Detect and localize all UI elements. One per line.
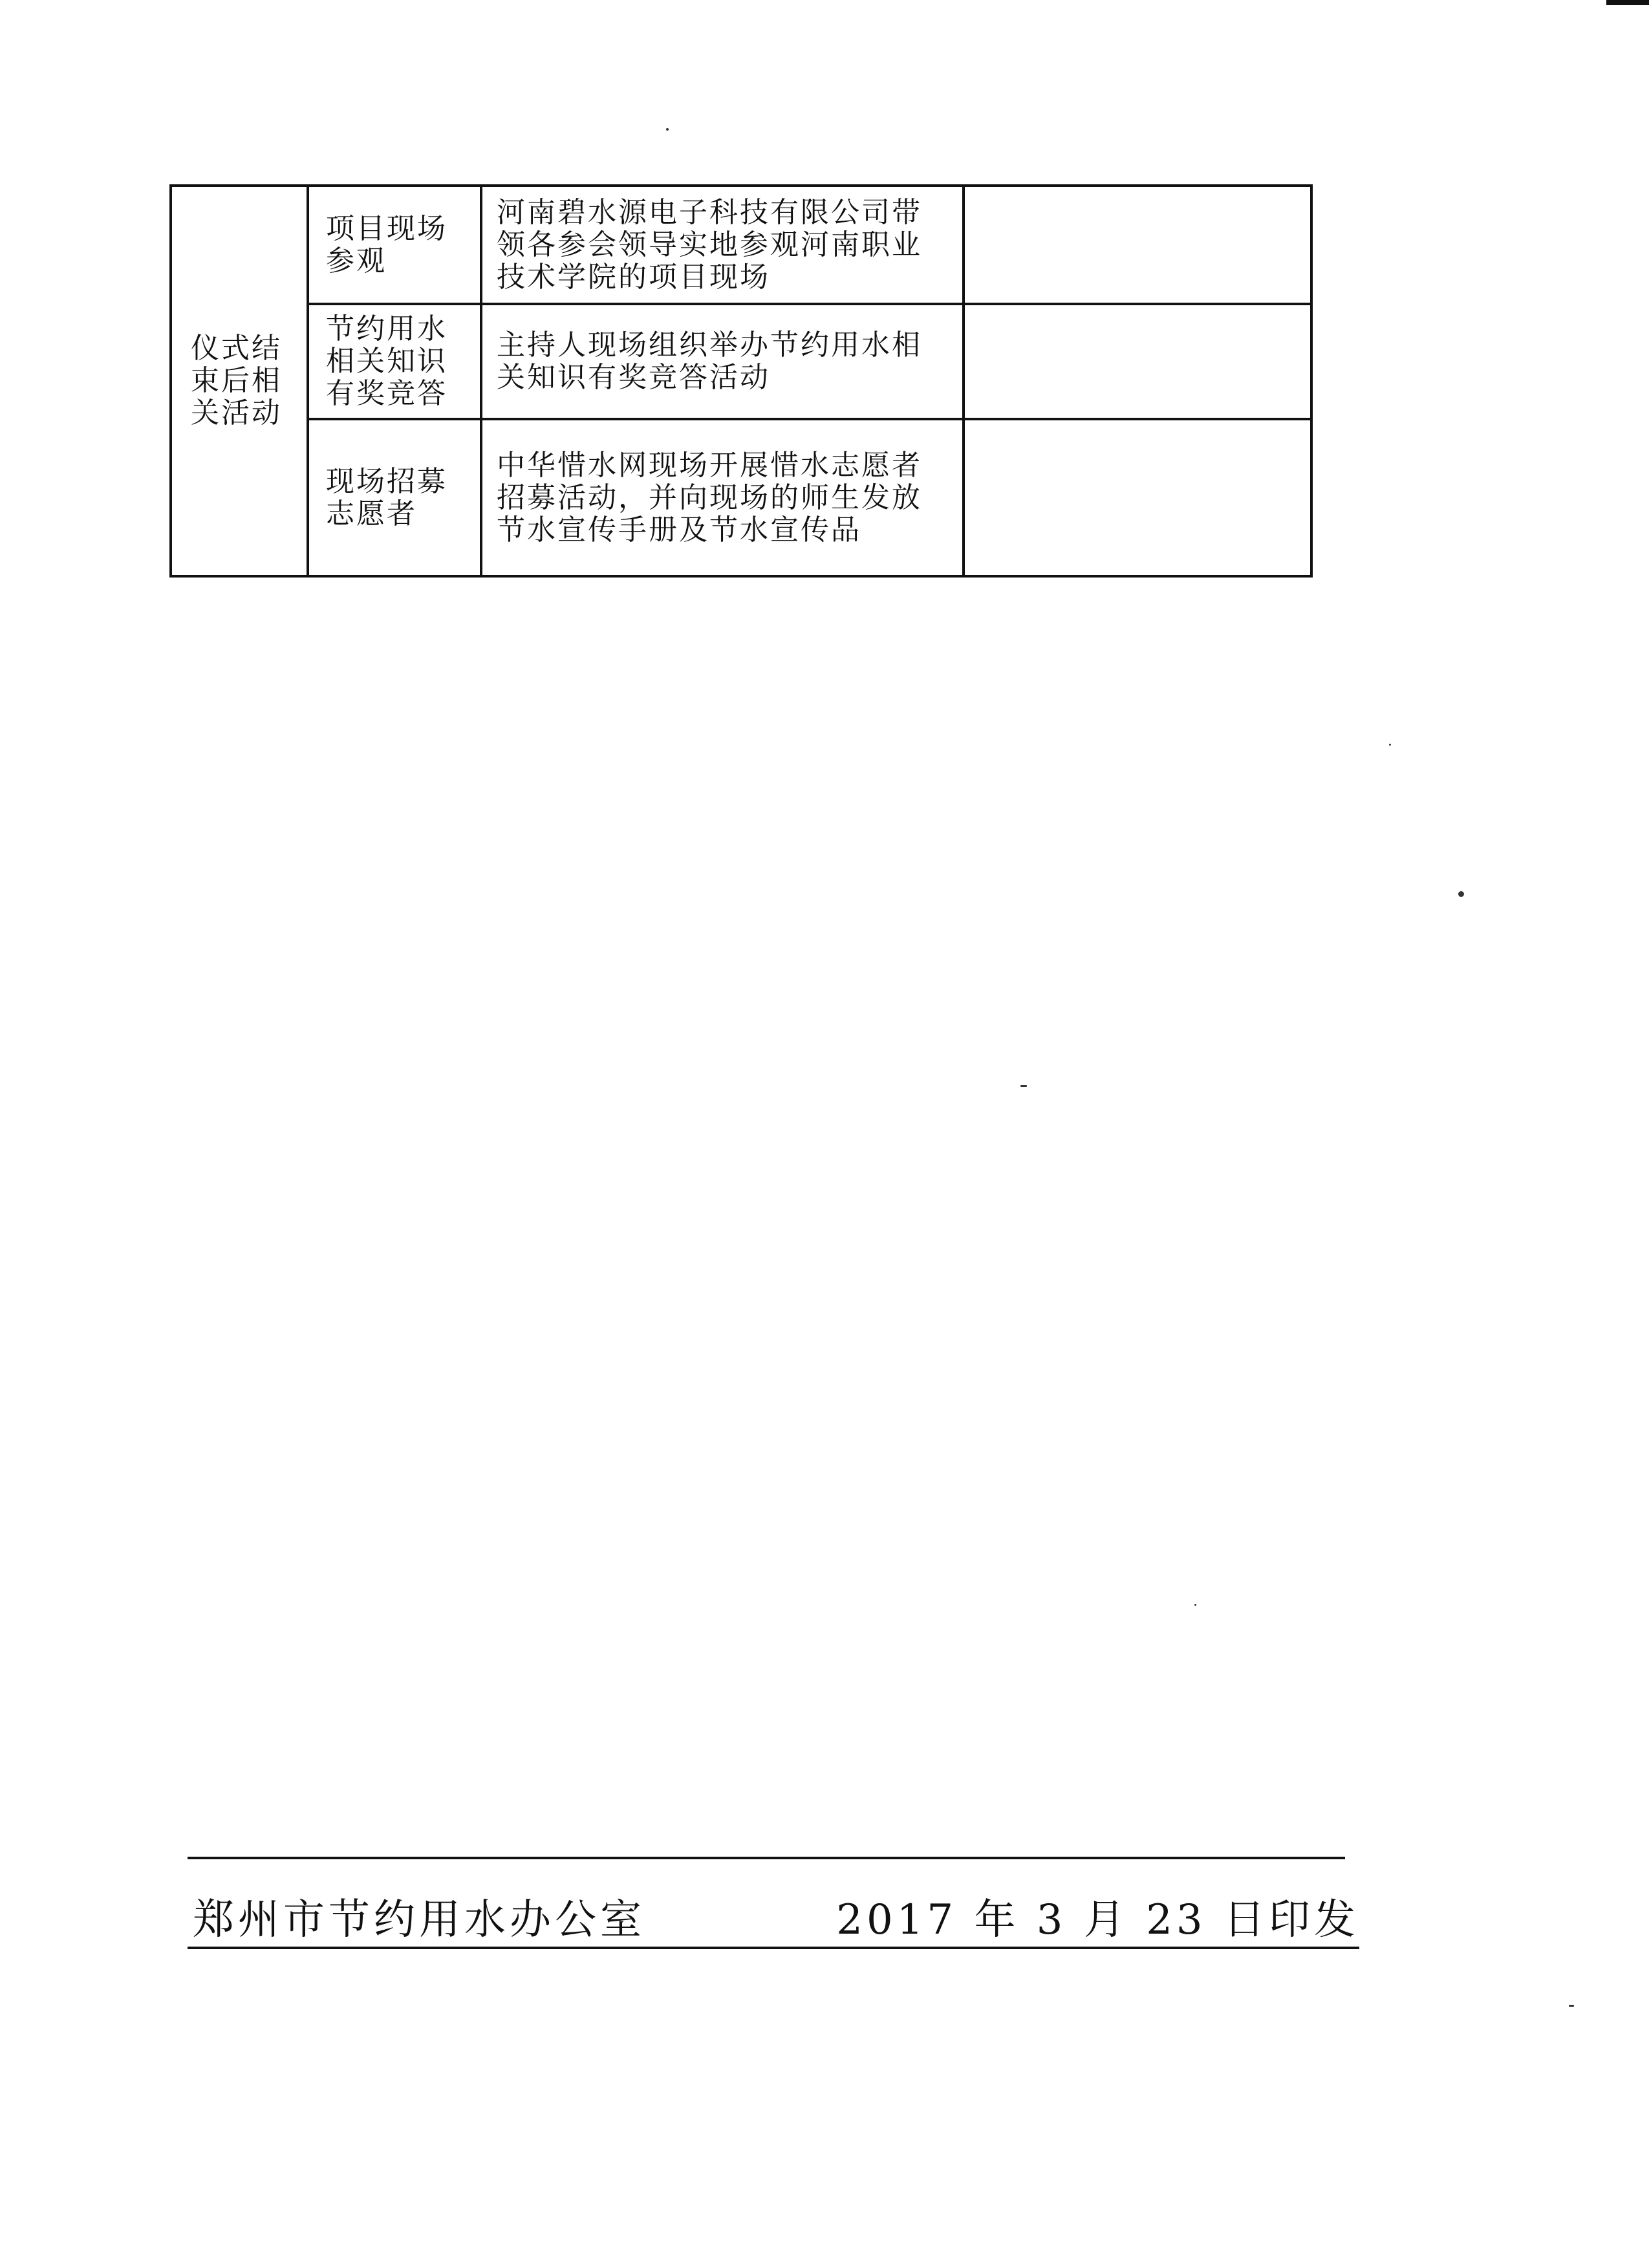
scan-speck (666, 128, 669, 131)
issuance-footer (188, 1894, 1359, 1949)
activity-table (169, 184, 1313, 578)
issuer-name: 郑州市节约用水办公室 (193, 1896, 645, 1944)
scan-speck (1389, 744, 1391, 746)
description-cell (481, 186, 964, 304)
item-cell (308, 304, 481, 419)
note-cell (964, 419, 1311, 576)
item-label: 节约用水相关知识有奖竞答 (326, 312, 447, 410)
description-cell (481, 419, 964, 576)
scan-speck (1194, 1604, 1196, 1606)
item-cell (308, 419, 481, 576)
scan-corner-mark (1606, 0, 1649, 5)
scan-speck (1020, 1085, 1027, 1087)
item-label: 现场招募志愿者 (326, 464, 447, 530)
category-label: 仪式结束后相关活动 (191, 332, 282, 429)
description-text: 中华惜水网现场开展惜水志愿者招募活动，并向现场的师生发放节水宣传手册及节水宣传品 (497, 448, 922, 546)
scan-speck (1458, 891, 1464, 897)
issue-date: 2017 年 3 月 23 日印发 (836, 1896, 1359, 1944)
table-row (171, 419, 1311, 576)
note-cell (964, 186, 1311, 304)
description-text: 主持人现场组织举办节约用水相关知识有奖竞答活动 (497, 329, 922, 394)
description-cell (481, 304, 964, 419)
table-row (171, 304, 1311, 419)
footer-divider (188, 1857, 1345, 1859)
item-cell (308, 186, 481, 304)
scan-speck (1569, 2005, 1574, 2007)
category-cell (171, 186, 308, 576)
table-row (171, 186, 1311, 304)
note-cell (964, 304, 1311, 419)
description-text: 河南碧水源电子科技有限公司带领各参会领导实地参观河南职业技术学院的项目现场 (497, 195, 922, 294)
item-label: 项目现场参观 (326, 211, 447, 277)
